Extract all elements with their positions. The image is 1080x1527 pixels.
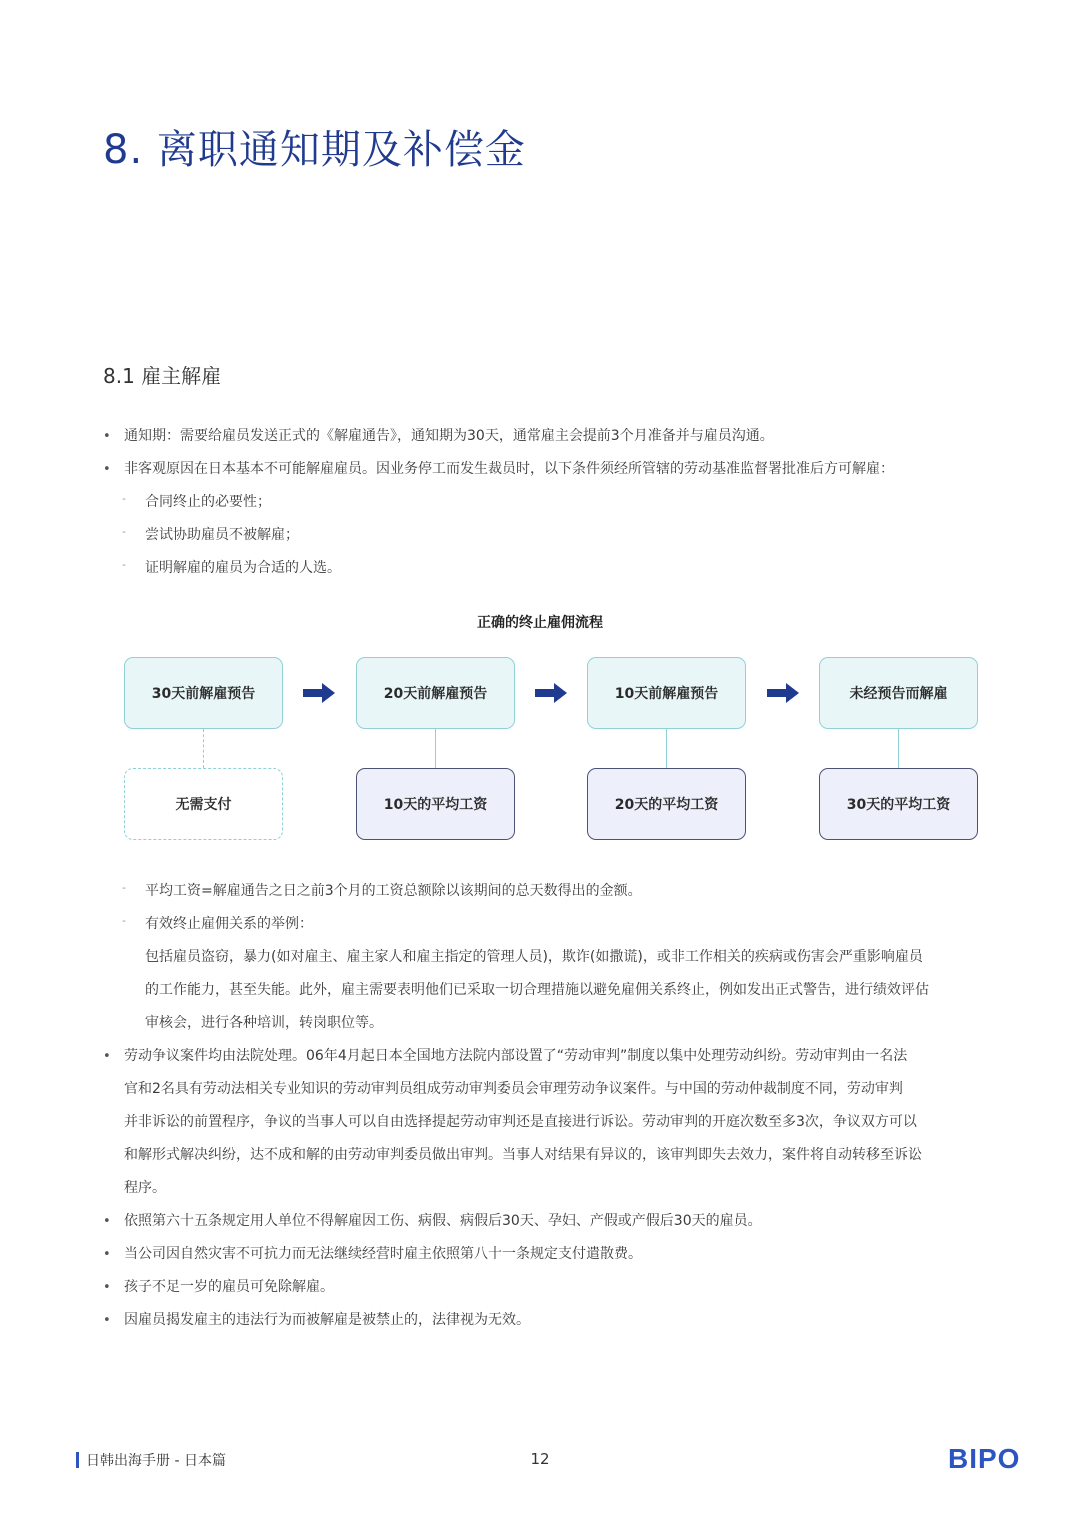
sub-list-item — [103, 552, 983, 585]
footer-document-name: 日韩出海手册 - 日本篇 — [86, 1453, 226, 1469]
bullet-mark: • — [103, 429, 111, 444]
dash-mark: - — [122, 492, 126, 505]
list-item-text: 非客观原因在日本基本不可能解雇雇员。因业务停工而发生裁员时，以下条件须经所管辖的劳动基准监督署批准后方可解雇： — [124, 461, 894, 477]
paragraph-line — [103, 941, 983, 974]
dash-mark: - — [122, 525, 126, 538]
flow-step-box: 10天前解雇预告 — [587, 657, 746, 729]
dash-mark: - — [122, 881, 126, 894]
list-item — [103, 1271, 983, 1304]
list-item — [103, 453, 983, 486]
list-item-text: 依照第六十五条规定用人单位不得解雇因工伤、病假、病假后30天、孕妇、产假或产假后30天的雇员。 — [124, 1213, 762, 1229]
paragraph-line — [103, 1106, 983, 1139]
right-arrow-icon — [303, 683, 335, 703]
sub-list-item-text: 证明解雇的雇员为合适的人选。 — [145, 560, 341, 576]
list-item — [103, 420, 983, 453]
bullet-mark: • — [103, 1313, 111, 1328]
page-title: 8. 离职通知期及补偿金 — [103, 127, 526, 173]
list-item-text: 当公司因自然灾害不可抗力而无法继续经营时雇主依照第八十一条规定支付遣散费。 — [124, 1246, 642, 1262]
flow-step-box: 未经预告而解雇 — [819, 657, 978, 729]
paragraph-text: 官和2名具有劳动法相关专业知识的劳动审判员组成劳动审判委员会审理劳动争议案件。与中国的劳动仲裁制度不同，劳动审判 — [124, 1081, 903, 1097]
paragraph-text: 并非诉讼的前置程序，争议的当事人可以自由选择提起劳动审判还是直接进行诉讼。劳动审判的开庭次数至多3次，争议双方可以 — [124, 1114, 917, 1130]
paragraph-line — [103, 1007, 983, 1040]
list-item-text: 劳动争议案件均由法院处理。06年4月起日本全国地方法院内部设置了“劳动审判”制度以集中处理劳动纠纷。劳动审判由一名法 — [124, 1048, 908, 1064]
paragraph-line — [103, 1073, 983, 1106]
bullet-mark: • — [103, 462, 111, 477]
paragraph-text: 和解形式解决纠纷，达不成和解的由劳动审判委员做出审判。当事人对结果有异议的，该审判即失去效力，案件将自动转移至诉讼 — [124, 1147, 922, 1163]
list-item — [103, 1205, 983, 1238]
list-item — [103, 1304, 983, 1337]
dash-mark: - — [122, 558, 126, 571]
sub-list-item-text: 有效终止雇佣关系的举例： — [145, 916, 313, 932]
list-item — [103, 1040, 983, 1073]
paragraph-text: 的工作能力，甚至失能。此外，雇主需要表明他们已采取一切合理措施以避免雇佣关系终止，例如发出正式警告，进行绩效评估 — [145, 982, 929, 998]
dash-mark: - — [122, 914, 126, 927]
sub-list-item — [103, 486, 983, 519]
bullet-mark: • — [103, 1214, 111, 1229]
sub-list-item — [103, 875, 983, 908]
flow-step-box: 30天前解雇预告 — [124, 657, 283, 729]
sub-list-item-text: 平均工资=解雇通告之日之前3个月的工资总额除以该期间的总天数得出的金额。 — [145, 883, 642, 899]
section-heading: 8.1 雇主解雇 — [103, 364, 222, 388]
sub-list-item-text: 合同终止的必要性； — [145, 494, 271, 510]
connector-line — [898, 729, 899, 768]
paragraph-text: 审核会，进行各种培训，转岗职位等。 — [145, 1015, 383, 1031]
connector-line — [203, 729, 204, 768]
list-item-text: 通知期：需要给雇员发送正式的《解雇通告》，通知期为30天，通常雇主会提前3个月准备并与雇员沟通。 — [124, 428, 774, 444]
list-item-text: 孩子不足一岁的雇员可免除解雇。 — [124, 1279, 334, 1295]
flow-step-box: 20天前解雇预告 — [356, 657, 515, 729]
right-arrow-icon — [535, 683, 567, 703]
payment-box: 30天的平均工资 — [819, 768, 978, 840]
payment-box: 20天的平均工资 — [587, 768, 746, 840]
details-list — [103, 875, 983, 1337]
bullet-mark: • — [103, 1280, 111, 1295]
paragraph-line — [103, 1139, 983, 1172]
sub-list-item — [103, 519, 983, 552]
paragraph-line — [103, 974, 983, 1007]
intro-list — [103, 420, 983, 585]
list-item — [103, 1238, 983, 1271]
flow-diagram-title: 正确的终止雇佣流程 — [477, 615, 603, 631]
connector-line — [435, 729, 436, 768]
sub-list-item-text: 尝试协助雇员不被解雇； — [145, 527, 299, 543]
bullet-mark: • — [103, 1247, 111, 1262]
brand-logo: BIPO — [948, 1443, 1021, 1474]
sub-list-item — [103, 908, 983, 941]
paragraph-text: 包括雇员盗窃，暴力(如对雇主、雇主家人和雇主指定的管理人员)，欺诈(如撒谎)，或非工作相关的疾病或伤害会严重影响雇员 — [145, 949, 923, 965]
connector-line — [666, 729, 667, 768]
list-item-text: 因雇员揭发雇主的违法行为而被解雇是被禁止的，法律视为无效。 — [124, 1312, 530, 1328]
payment-box: 10天的平均工资 — [356, 768, 515, 840]
paragraph-text: 程序。 — [124, 1180, 166, 1196]
payment-box: 无需支付 — [124, 768, 283, 840]
paragraph-line — [103, 1172, 983, 1205]
right-arrow-icon — [767, 683, 799, 703]
bullet-mark: • — [103, 1049, 111, 1064]
page-number: 12 — [530, 1450, 550, 1468]
